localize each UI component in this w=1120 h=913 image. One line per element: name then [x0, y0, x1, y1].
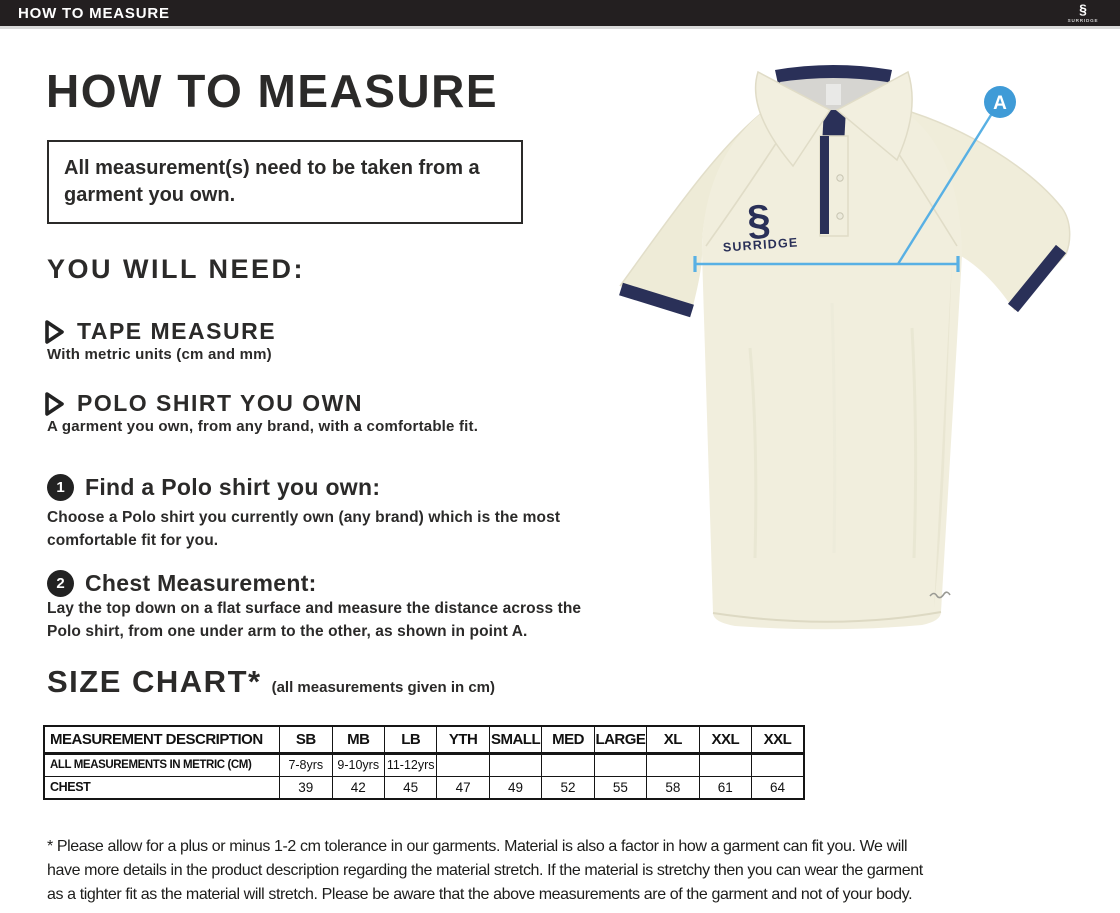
table-cell [699, 753, 751, 776]
table-cell: 61 [699, 776, 751, 799]
column-header: MED [542, 726, 594, 753]
shirt-placket [820, 108, 848, 236]
placket-button [837, 175, 843, 181]
column-header: SMALL [489, 726, 541, 753]
table-row-metric [44, 753, 804, 776]
collar-tag [826, 84, 841, 105]
column-header: XL [647, 726, 699, 753]
polo-shirt-diagram [600, 48, 1120, 648]
need-item-title: POLO SHIRT YOU OWN [77, 390, 363, 416]
table-cell [594, 753, 646, 776]
chest-logo-mark: § [745, 195, 773, 244]
table-cell [437, 753, 489, 776]
table-cell: 42 [332, 776, 384, 799]
surridge-logo-text: SURRIDGE [1067, 18, 1099, 23]
row-label: ALL MEASUREMENTS IN METRIC (CM) [44, 753, 280, 776]
play-triangle-icon [44, 391, 65, 417]
step-1-title [47, 474, 380, 501]
column-header: YTH [437, 726, 489, 753]
table-cell: 7-8yrs [280, 753, 332, 776]
title-bar-text: HOW TO MEASURE [18, 4, 170, 22]
table-cell: 9-10yrs [332, 753, 384, 776]
notice-box: All measurement(s) need to be taken from a garment you own. [47, 140, 523, 224]
title-bar-divider [0, 26, 1120, 29]
table-cell: 47 [437, 776, 489, 799]
column-header: XXL [752, 726, 804, 753]
table-cell [647, 753, 699, 776]
tolerance-footnote: * Please allow for a plus or minus 1-2 cm tolerance in our garments. Material is also a factor in how a garment can fit you. We will have more details in the product description regarding the material stretch. If the material is stretchy then you can wear the garment as a tighter fit as the material will stretch. Please be aware that the above measurements are of the garment and not of your body. [47, 838, 923, 903]
step-number-badge: 1 [47, 474, 74, 501]
table-cell [752, 753, 804, 776]
table-cell: 11-12yrs [384, 753, 436, 776]
title-bar [0, 0, 1120, 26]
table-cell: 58 [647, 776, 699, 799]
column-header: MEASUREMENT DESCRIPTION [44, 726, 280, 753]
step-title-text: Find a Polo shirt you own: [85, 474, 381, 500]
need-item-title: TAPE MEASURE [77, 318, 277, 344]
table-row-chest [44, 776, 804, 799]
need-item-polo-shirt [44, 390, 363, 417]
column-header: XXL [699, 726, 751, 753]
size-chart-heading [47, 664, 495, 700]
table-cell: 52 [542, 776, 594, 799]
size-chart-header-row [44, 726, 804, 753]
placket-button [837, 213, 843, 219]
chest-logo-text: SURRIDGE [722, 235, 799, 255]
size-chart-subtitle: (all measurements given in cm) [271, 679, 495, 696]
you-will-need-heading: YOU WILL NEED: [47, 254, 306, 284]
column-header: LARGE [594, 726, 646, 753]
table-cell: 45 [384, 776, 436, 799]
size-chart-table [43, 725, 805, 800]
table-cell: 64 [752, 776, 804, 799]
step-1-description: Choose a Polo shirt you currently own (any brand) which is the most comfortable fit for you. [47, 509, 561, 550]
table-cell: 39 [280, 776, 332, 799]
table-cell: 49 [489, 776, 541, 799]
page-title: HOW TO MEASURE [46, 65, 499, 117]
size-chart-title: SIZE CHART* [47, 664, 262, 699]
table-cell: 55 [594, 776, 646, 799]
table-cell [542, 753, 594, 776]
table-cell [489, 753, 541, 776]
point-a-label: A [993, 93, 1007, 114]
row-label: CHEST [44, 776, 280, 799]
column-header: SB [280, 726, 332, 753]
step-number-badge: 2 [47, 570, 74, 597]
column-header: MB [332, 726, 384, 753]
step-2-title [47, 570, 317, 597]
need-item-desc: A garment you own, from any brand, with a comfortable fit. [47, 418, 479, 435]
surridge-logo [1054, 1, 1112, 25]
column-header: LB [384, 726, 436, 753]
play-triangle-icon [44, 319, 65, 345]
step-2-description: Lay the top down on a flat surface and measure the distance across the Polo shirt, from one under arm to the other, as shown in point A. [47, 600, 582, 641]
need-item-tape-measure [44, 318, 276, 345]
need-item-desc: With metric units (cm and mm) [47, 346, 272, 363]
step-title-text: Chest Measurement: [85, 570, 317, 596]
surridge-logo-mark: § [1079, 1, 1087, 17]
